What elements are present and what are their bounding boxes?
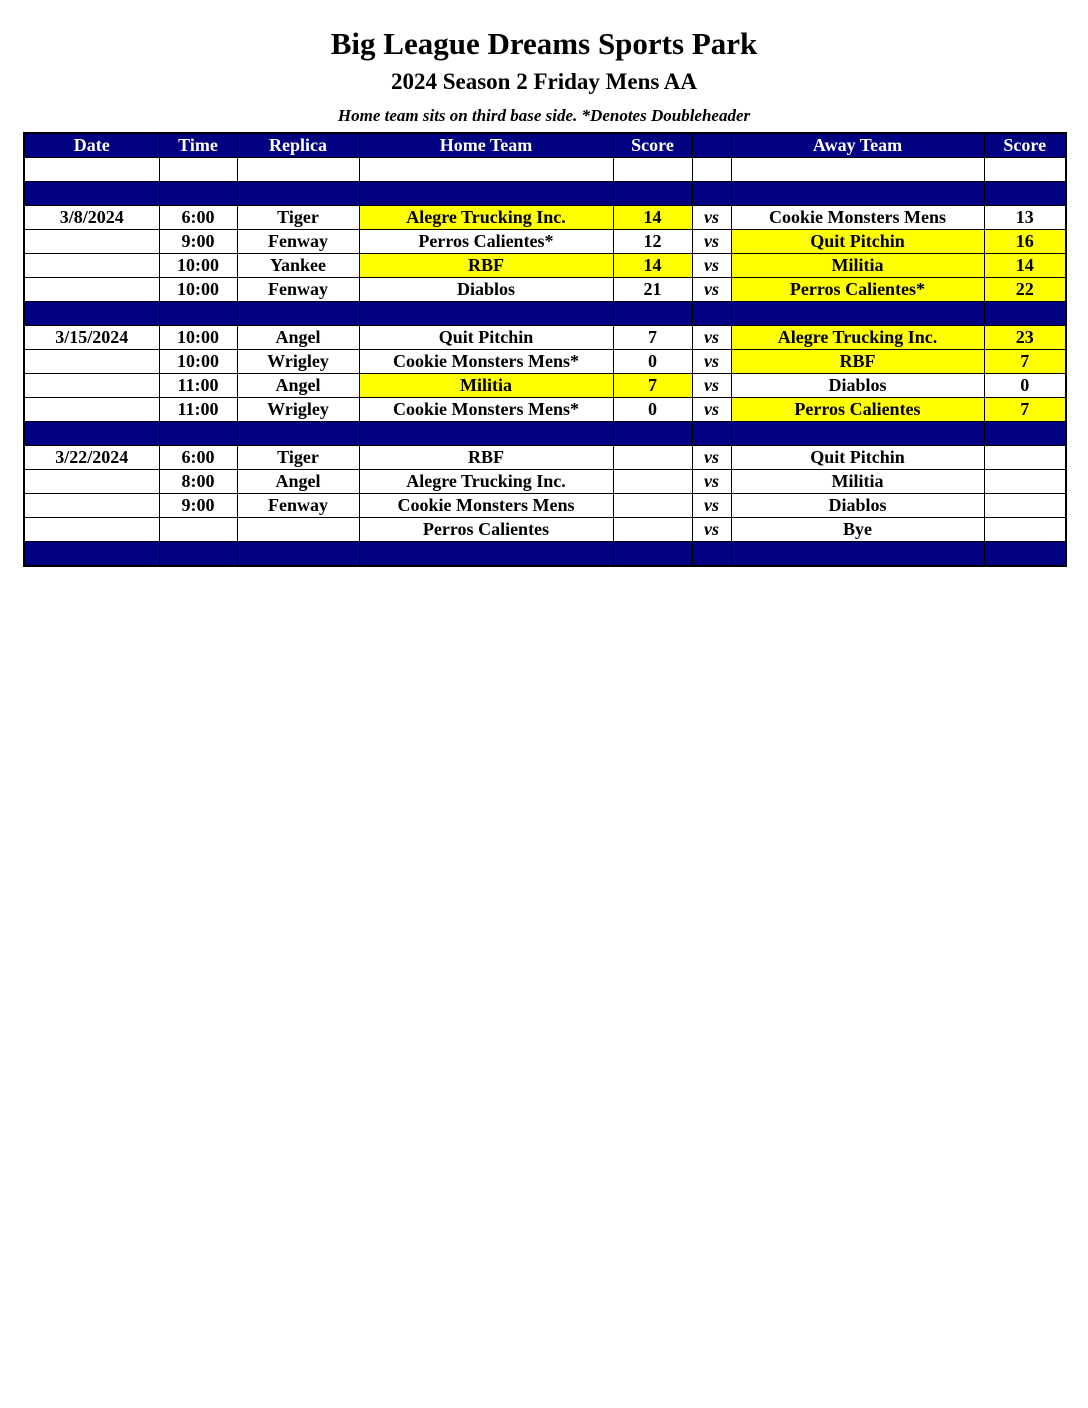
home-score: 7 <box>613 326 692 350</box>
col-date: Date <box>24 133 159 158</box>
table-row <box>24 398 1066 422</box>
schedule-table <box>23 132 1067 567</box>
game-replica: Angel <box>237 374 359 398</box>
vs-label: vs <box>692 518 731 542</box>
away-score <box>984 494 1066 518</box>
game-replica: Angel <box>237 470 359 494</box>
vs-label: vs <box>692 494 731 518</box>
home-score <box>613 518 692 542</box>
week-separator <box>24 302 1066 326</box>
week-separator <box>24 422 1066 446</box>
game-date <box>24 398 159 422</box>
game-date <box>24 254 159 278</box>
game-replica: Fenway <box>237 278 359 302</box>
game-date <box>24 494 159 518</box>
col-replica: Replica <box>237 133 359 158</box>
game-replica: Wrigley <box>237 350 359 374</box>
away-team: Perros Calientes* <box>731 278 984 302</box>
home-team: RBF <box>359 254 613 278</box>
vs-label: vs <box>692 230 731 254</box>
doubleheader-note: Home team sits on third base side. *Denotes Doubleheader <box>337 106 751 125</box>
away-score <box>984 518 1066 542</box>
game-replica: Fenway <box>237 494 359 518</box>
away-team: Bye <box>731 518 984 542</box>
vs-label: vs <box>692 470 731 494</box>
away-team: Diablos <box>731 494 984 518</box>
game-time <box>159 518 237 542</box>
table-row <box>24 374 1066 398</box>
table-row <box>24 494 1066 518</box>
vs-label: vs <box>692 350 731 374</box>
away-score: 14 <box>984 254 1066 278</box>
away-team: Quit Pitchin <box>731 446 984 470</box>
away-team: Perros Calientes <box>731 398 984 422</box>
home-score <box>613 494 692 518</box>
game-date <box>24 230 159 254</box>
game-time: 9:00 <box>159 230 237 254</box>
home-score: 14 <box>613 206 692 230</box>
away-score <box>984 470 1066 494</box>
away-team: Diablos <box>731 374 984 398</box>
game-replica: Tiger <box>237 206 359 230</box>
away-score: 13 <box>984 206 1066 230</box>
game-time: 6:00 <box>159 446 237 470</box>
away-team: Militia <box>731 470 984 494</box>
game-date <box>24 374 159 398</box>
home-score: 14 <box>613 254 692 278</box>
home-team: RBF <box>359 446 613 470</box>
col-time: Time <box>159 133 237 158</box>
game-replica: Angel <box>237 326 359 350</box>
home-team: Alegre Trucking Inc. <box>359 470 613 494</box>
away-score: 16 <box>984 230 1066 254</box>
home-score: 21 <box>613 278 692 302</box>
home-team: Cookie Monsters Mens <box>359 494 613 518</box>
away-score <box>984 446 1066 470</box>
col-home-score: Score <box>613 133 692 158</box>
vs-label: vs <box>692 398 731 422</box>
game-date: 3/22/2024 <box>24 446 159 470</box>
home-team: Quit Pitchin <box>359 326 613 350</box>
away-score: 7 <box>984 350 1066 374</box>
table-row <box>24 230 1066 254</box>
game-time: 6:00 <box>159 206 237 230</box>
table-row <box>24 278 1066 302</box>
col-away-team: Away Team <box>731 133 984 158</box>
season-subtitle: 2024 Season 2 Friday Mens AA <box>390 69 698 94</box>
blank-row <box>24 158 1066 182</box>
game-date <box>24 350 159 374</box>
away-team: Quit Pitchin <box>731 230 984 254</box>
game-replica: Fenway <box>237 230 359 254</box>
game-time: 9:00 <box>159 494 237 518</box>
game-date: 3/8/2024 <box>24 206 159 230</box>
week-separator <box>24 182 1066 206</box>
away-score: 7 <box>984 398 1066 422</box>
home-score <box>613 446 692 470</box>
table-row <box>24 470 1066 494</box>
game-time: 11:00 <box>159 374 237 398</box>
table-row <box>24 206 1066 230</box>
table-row <box>24 446 1066 470</box>
table-row <box>24 518 1066 542</box>
vs-label: vs <box>692 206 731 230</box>
home-score: 0 <box>613 350 692 374</box>
home-team: Diablos <box>359 278 613 302</box>
col-vs <box>692 133 731 158</box>
home-score: 7 <box>613 374 692 398</box>
home-score: 0 <box>613 398 692 422</box>
game-time: 10:00 <box>159 254 237 278</box>
vs-label: vs <box>692 254 731 278</box>
game-date <box>24 470 159 494</box>
away-team: Cookie Monsters Mens <box>731 206 984 230</box>
away-score: 23 <box>984 326 1066 350</box>
away-score: 22 <box>984 278 1066 302</box>
away-team: Militia <box>731 254 984 278</box>
table-row <box>24 350 1066 374</box>
game-replica: Tiger <box>237 446 359 470</box>
game-replica <box>237 518 359 542</box>
game-time: 10:00 <box>159 278 237 302</box>
home-team: Cookie Monsters Mens* <box>359 398 613 422</box>
game-date <box>24 518 159 542</box>
away-score: 0 <box>984 374 1066 398</box>
week-separator <box>24 542 1066 567</box>
home-score: 12 <box>613 230 692 254</box>
home-team: Alegre Trucking Inc. <box>359 206 613 230</box>
away-team: RBF <box>731 350 984 374</box>
game-time: 11:00 <box>159 398 237 422</box>
table-row <box>24 326 1066 350</box>
col-away-score: Score <box>984 133 1066 158</box>
vs-label: vs <box>692 374 731 398</box>
col-home-team: Home Team <box>359 133 613 158</box>
vs-label: vs <box>692 446 731 470</box>
table-row <box>24 254 1066 278</box>
game-replica: Yankee <box>237 254 359 278</box>
home-team: Perros Calientes <box>359 518 613 542</box>
header-row <box>24 133 1066 158</box>
vs-label: vs <box>692 278 731 302</box>
game-date <box>24 278 159 302</box>
vs-label: vs <box>692 326 731 350</box>
home-team: Perros Calientes* <box>359 230 613 254</box>
page-title: Big League Dreams Sports Park <box>330 26 758 61</box>
game-time: 10:00 <box>159 350 237 374</box>
home-team: Cookie Monsters Mens* <box>359 350 613 374</box>
away-team: Alegre Trucking Inc. <box>731 326 984 350</box>
home-score <box>613 470 692 494</box>
game-date: 3/15/2024 <box>24 326 159 350</box>
game-time: 8:00 <box>159 470 237 494</box>
game-time: 10:00 <box>159 326 237 350</box>
home-team: Militia <box>359 374 613 398</box>
game-replica: Wrigley <box>237 398 359 422</box>
